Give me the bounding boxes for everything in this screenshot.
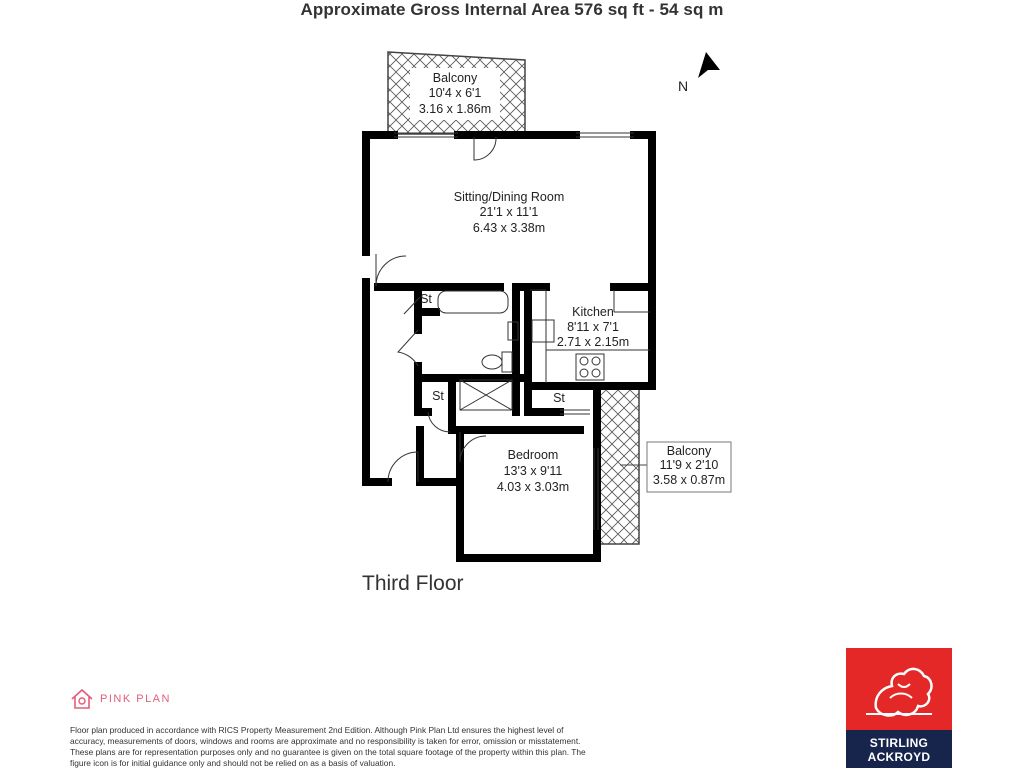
- compass-arrow: [698, 52, 720, 78]
- kitchen-name: Kitchen: [572, 305, 614, 319]
- store-label-bath: St: [420, 292, 432, 306]
- bedroom-name: Bedroom: [507, 448, 559, 462]
- side-balcony-metric: 3.58 x 0.87m: [652, 473, 726, 487]
- floor-label: Third Floor: [362, 572, 464, 595]
- top-balcony-imperial: 10'4 x 6'1: [428, 86, 482, 100]
- sitting-room-name: Sitting/Dining Room: [453, 190, 565, 204]
- top-balcony-name: Balcony: [432, 71, 478, 85]
- sitting-room-metric: 6.43 x 3.38m: [472, 221, 546, 235]
- agent-name-line2: ACKROYD: [867, 750, 931, 764]
- kitchen-imperial: 8'11 x 7'1: [567, 320, 619, 334]
- logo-navy-panel: [846, 730, 952, 768]
- store-label-hall: St: [432, 389, 444, 403]
- stirling-ackroyd-logo: [846, 648, 952, 768]
- griffin-icon: [846, 648, 952, 730]
- top-balcony-metric: 3.16 x 1.86m: [418, 102, 492, 116]
- store-label-bedroom: St: [553, 391, 565, 405]
- logo-red-panel: [846, 648, 952, 730]
- compass-label: N: [678, 78, 689, 94]
- page-title: Approximate Gross Internal Area 576 sq ft - 54 sq m: [300, 0, 724, 19]
- pink-plan-text: PINK PLAN: [100, 693, 171, 705]
- side-balcony-area: [599, 389, 639, 544]
- sitting-room-imperial: 21'1 x 11'1: [479, 205, 539, 219]
- side-balcony-name: Balcony: [666, 444, 712, 458]
- side-balcony-imperial: 11'9 x 2'10: [659, 458, 719, 472]
- house-icon: [70, 688, 94, 710]
- kitchen-metric: 2.71 x 2.15m: [556, 335, 630, 349]
- bedroom-imperial: 13'3 x 9'11: [503, 464, 563, 478]
- pink-plan-logo: [70, 688, 171, 710]
- disclaimer-text: Floor plan produced in accordance with RICS Property Measurement 2nd Edition. Although Pink Plan Ltd ensures the highest level of accuracy, measurements of doors, windows and rooms are approximate and no responsibility is taken for error, omission or misstatement. These plans are for representation purposes only and no guarantee is given on the total square footage of the property within this plan. The figure icon is for initial guidance only and should not be relied on as a basis of valuation.: [70, 725, 586, 768]
- bedroom-metric: 4.03 x 3.03m: [496, 480, 570, 494]
- agent-name-line1: STIRLING: [869, 736, 929, 750]
